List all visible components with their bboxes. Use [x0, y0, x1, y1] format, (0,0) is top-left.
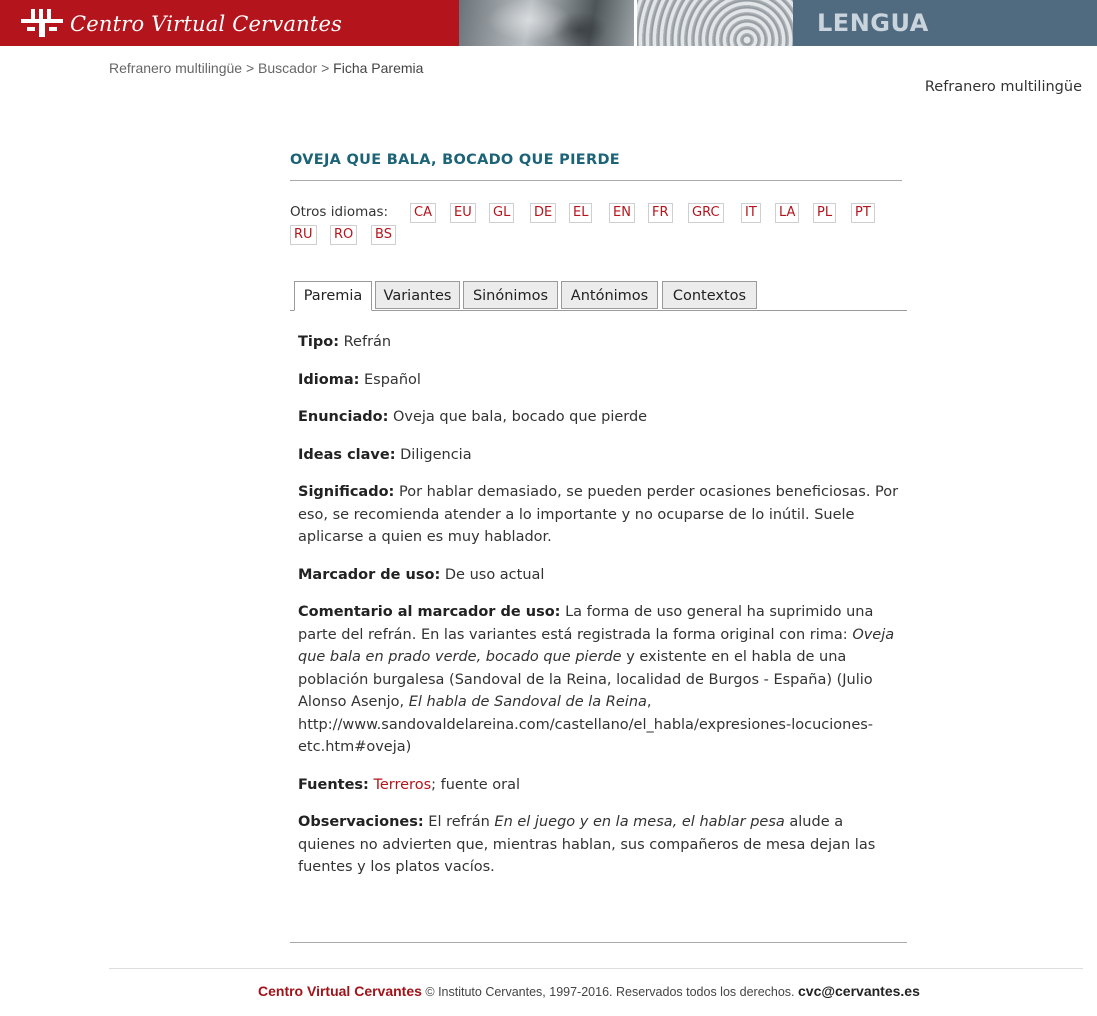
- footer: [258, 983, 920, 999]
- footer-divider: [109, 968, 1083, 969]
- field-value-italic: Oveja que bala en prado verde, bocado que pierde: [298, 626, 895, 665]
- field-value: Diligencia: [400, 446, 472, 463]
- header-photo-strip: [459, 0, 793, 46]
- page-title: OVEJA QUE BALA, BOCADO QUE PIERDE: [290, 152, 620, 168]
- language-link-eu[interactable]: EU: [450, 203, 476, 223]
- breadcrumb-separator: >: [245, 60, 255, 76]
- field-idioma: [298, 369, 902, 392]
- field-value: , http://www.sandovaldelareina.com/castellano/el_habla/expresiones-locuciones-etc.htm#oveja): [298, 694, 874, 755]
- footer-copyright: © Instituto Cervantes, 1997-2016. Reservados todos los derechos.: [425, 985, 795, 999]
- field-ideas-clave: [298, 444, 902, 467]
- tab-contextos[interactable]: Contextos: [662, 281, 757, 309]
- field-label: Fuentes:: [298, 776, 369, 793]
- field-label: Enunciado:: [298, 409, 389, 425]
- language-link-ca[interactable]: CA: [410, 203, 436, 223]
- field-value: Por hablar demasiado, se pueden perder ocasiones beneficiosas. Por eso, se recomienda atender a lo importante y no ocuparse de lo inútil. Suele aplicarse a quien es muy hablador.: [298, 484, 899, 545]
- source-link-terreros[interactable]: Terreros: [373, 776, 432, 793]
- language-link-de[interactable]: DE: [530, 203, 556, 223]
- field-tipo: [298, 331, 902, 354]
- tab-paremia[interactable]: Paremia: [294, 281, 372, 311]
- header-banner: [0, 0, 1097, 46]
- field-label: Significado:: [298, 484, 395, 500]
- tabs-baseline: [290, 310, 907, 311]
- section-banner-label: LENGUA: [817, 9, 929, 37]
- field-value: La forma de uso general ha suprimido una parte del refrán. En las variantes está registrada la forma original con rima:: [298, 604, 874, 643]
- field-value: ; fuente oral: [431, 776, 520, 793]
- tab-variantes[interactable]: Variantes: [375, 281, 460, 309]
- field-enunciado: [298, 406, 902, 429]
- language-link-la[interactable]: LA: [775, 203, 799, 223]
- tab-sinonimos[interactable]: Sinónimos: [463, 281, 558, 309]
- field-value: Oveja que bala, bocado que pierde: [392, 409, 648, 425]
- column-capital-image: [637, 0, 793, 46]
- paremia-content: [298, 331, 902, 894]
- title-divider: [290, 180, 902, 181]
- field-significado: [298, 481, 902, 549]
- statue-face-image: [459, 0, 634, 46]
- breadcrumb: [109, 60, 423, 76]
- field-observaciones: [298, 811, 902, 879]
- field-value: alude a quienes no advierten que, mientras hablan, sus compañeros de mesa dejan las fuentes y los platos vacíos.: [298, 814, 876, 875]
- field-label: Ideas clave:: [298, 446, 396, 463]
- breadcrumb-buscador[interactable]: Buscador: [258, 60, 318, 76]
- field-fuentes: [298, 774, 902, 797]
- language-link-grc[interactable]: GRC: [688, 203, 724, 223]
- language-link-ru[interactable]: RU: [290, 225, 317, 245]
- brand-title: Centro Virtual Cervantes: [70, 12, 343, 36]
- field-value-italic: El habla de Sandoval de la Reina: [408, 694, 647, 710]
- language-link-bs[interactable]: BS: [371, 225, 396, 245]
- language-link-it[interactable]: IT: [741, 203, 761, 223]
- section-banner-lengua[interactable]: [793, 0, 1097, 46]
- footer-email-link[interactable]: cvc@cervantes.es: [798, 983, 920, 999]
- language-link-gl[interactable]: GL: [489, 203, 514, 223]
- breadcrumb-separator: >: [321, 60, 330, 76]
- language-link-pt[interactable]: PT: [851, 203, 875, 223]
- language-link-ro[interactable]: RO: [330, 225, 357, 245]
- section-name[interactable]: Refranero multilingüe: [924, 79, 1082, 95]
- other-languages-label: Otros idiomas:: [290, 204, 389, 220]
- field-label: Tipo:: [298, 334, 340, 350]
- content-divider: [290, 942, 907, 943]
- field-marcador-de-uso: [298, 564, 902, 587]
- field-value-italic: En el juego y en la mesa, el hablar pesa: [494, 814, 785, 830]
- field-label: Observaciones:: [298, 814, 424, 830]
- breadcrumb-refranero[interactable]: Refranero multilingüe: [109, 60, 243, 76]
- field-label: Comentario al marcador de uso:: [298, 604, 561, 620]
- cervantes-logo-icon: [21, 9, 63, 37]
- field-value: Español: [364, 371, 421, 388]
- field-comentario: [298, 601, 902, 759]
- field-label: Idioma:: [298, 371, 360, 388]
- field-value: Refrán: [343, 334, 392, 350]
- language-link-el[interactable]: EL: [569, 203, 592, 223]
- field-value: El refrán: [428, 814, 490, 830]
- language-link-en[interactable]: EN: [609, 203, 635, 223]
- breadcrumb-current: Ficha Paremia: [333, 60, 424, 76]
- brand-link[interactable]: [0, 0, 459, 46]
- tab-antonimos[interactable]: Antónimos: [561, 281, 658, 309]
- language-link-fr[interactable]: FR: [648, 203, 673, 223]
- footer-site-link[interactable]: Centro Virtual Cervantes: [258, 983, 422, 999]
- field-value: y existente en el habla de una población burgalesa (Sandoval de la Reina, localidad de Burgos - España) (Julio Alonso Asenjo,: [298, 649, 873, 710]
- language-link-pl[interactable]: PL: [813, 203, 836, 223]
- field-value: De uso actual: [444, 566, 545, 583]
- field-label: Marcador de uso:: [298, 566, 441, 583]
